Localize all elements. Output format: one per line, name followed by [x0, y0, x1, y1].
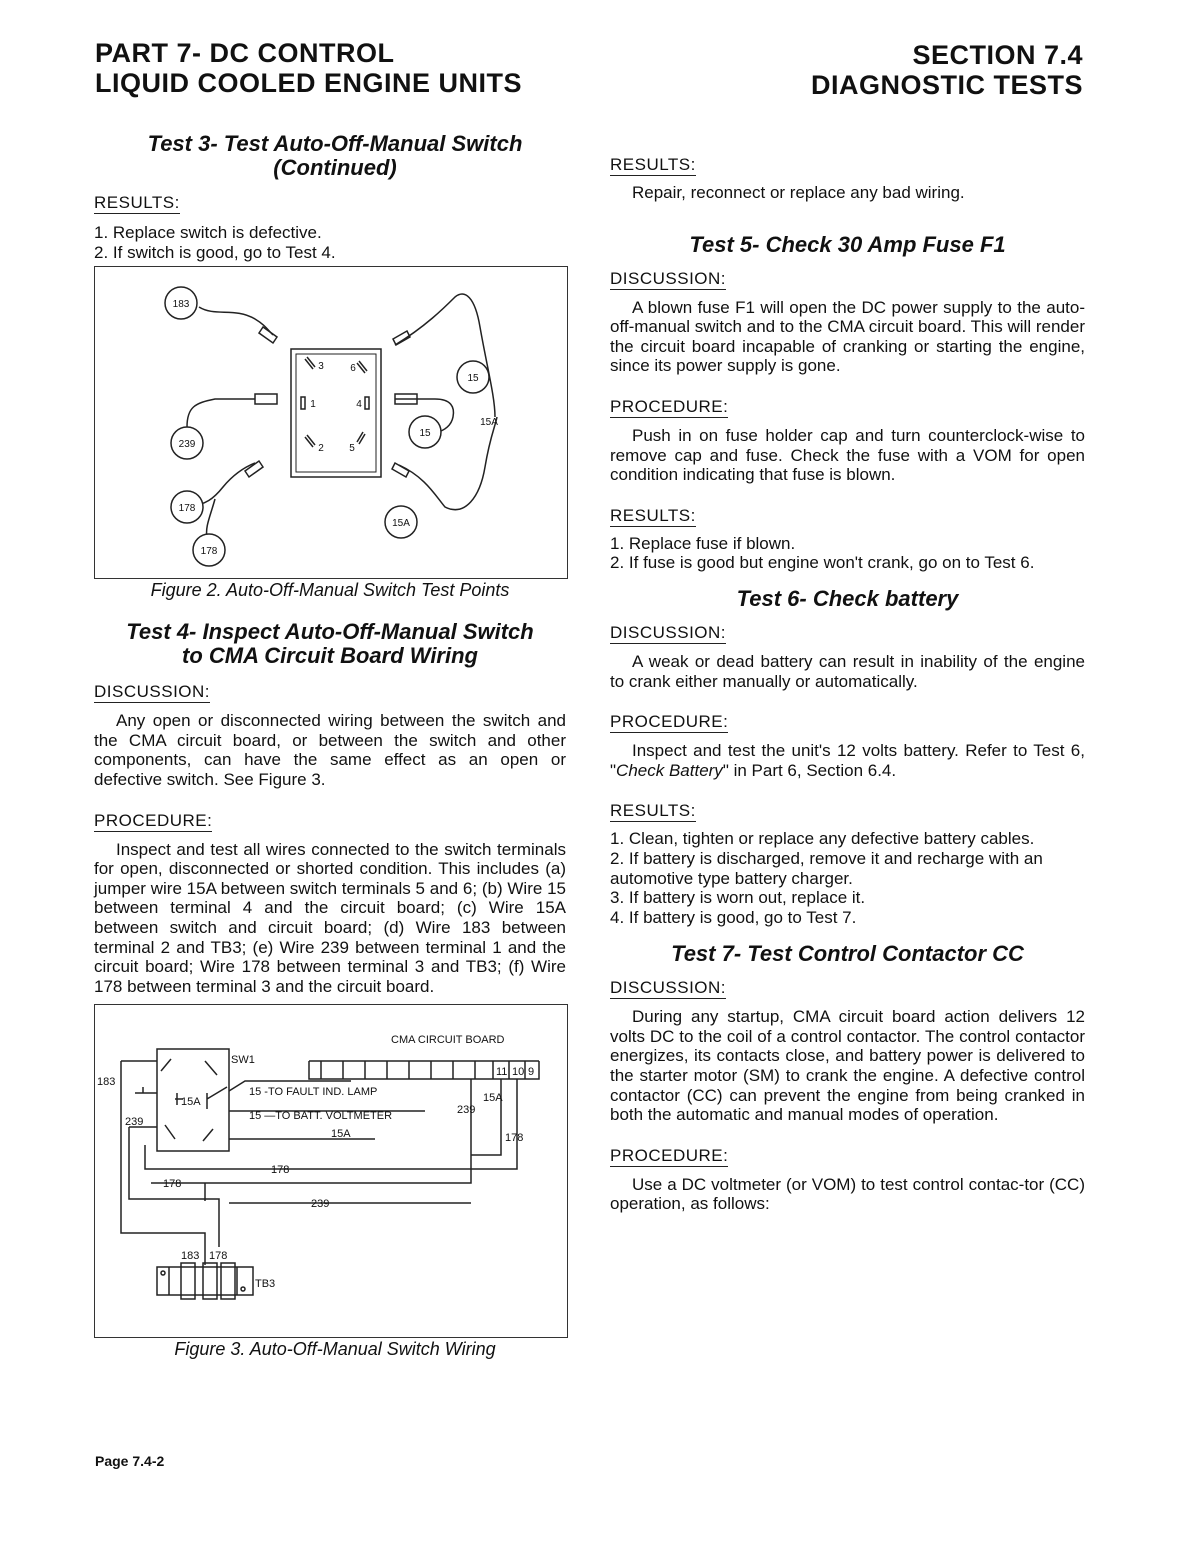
right-column	[610, 150, 1085, 1214]
wire-178-left-label: 178	[163, 1178, 182, 1191]
section-title: DIAGNOSTIC TESTS	[810, 70, 1083, 100]
results-6-item-2: 2. If battery is discharged, remove it and recharge with an automotive type battery charger.	[610, 848, 1043, 888]
figure-3-caption: Figure 3. Auto-Off-Manual Switch Wiring	[174, 1339, 496, 1360]
left-column	[94, 132, 566, 1359]
part-heading	[95, 38, 522, 98]
wire-178-mid-label: 178	[271, 1164, 290, 1177]
wire-183-label: 183	[97, 1076, 116, 1089]
wire-239-label: 239	[125, 1116, 144, 1129]
procedure-text: Inspect and test all wires connected to the switch terminals for open, disconnected or shorted condition. This includes (a) jumper wire 15A between switch terminals 5 and 6; (b) Wire 15 between terminal 4 and the circuit board; (c) Wire 15A between switch and circuit board; (d) Wire 183 between terminal 2 and TB3; (e) Wire 239 between terminal 1 and the circuit board; Wire 178 between terminal 3 and TB3; (f) Wire 178 between terminal 3 and the circuit board.	[94, 839, 566, 996]
tag-15b-text: 15	[419, 428, 431, 440]
results-label: RESULTS:	[94, 193, 180, 212]
figure-2	[94, 266, 568, 579]
section-number: SECTION 7.4	[912, 40, 1083, 70]
procedure-6-text: Inspect and test the unit's 12 volts battery. Refer to Test 6, "Check Battery" in Part 6, Section 6.4.	[610, 741, 1085, 780]
results-5-item-1: 1. Replace fuse if blown.	[610, 533, 796, 553]
test6-title: Test 6- Check battery	[736, 585, 959, 611]
terminal-3: 3	[318, 361, 324, 373]
tb-183-label: 183	[181, 1250, 200, 1263]
section-heading	[811, 40, 1083, 100]
terminal-4: 4	[356, 399, 362, 411]
procedure-5-text: Push in on fuse holder cap and turn counterclock-wise to remove cap and fuse. Check the fuse with a VOM for open condition indicating that fuse is blown.	[610, 425, 1085, 485]
wire-15A-switch-label: 15A	[181, 1096, 201, 1109]
switch-test-points-diagram	[95, 267, 567, 578]
discussion-label-7: DISCUSSION:	[610, 978, 727, 998]
wire-15A-right-label: 15A	[483, 1092, 503, 1105]
procedure-label-6: PROCEDURE:	[610, 712, 729, 732]
results-label-6: RESULTS:	[610, 801, 696, 821]
results-5-item-2: 2. If fuse is good but engine won't crank, go on to Test 6.	[610, 553, 1035, 573]
tb3-label: TB3	[255, 1278, 276, 1291]
switch-body	[291, 349, 381, 477]
results-item-2: 2. If switch is good, go to Test 4.	[94, 242, 336, 262]
discussion-7-text: During any startup, CMA circuit board action delivers 12 volts DC to the coil of a control contactor. The control contactor energizes, its contacts close, and battery power is delivered to the starter motor (SM) to crank the engine. A defective control contactor (CC) can prevent the engine from being cranked in both the automatic and manual modes of operation.	[610, 1007, 1085, 1125]
discussion-5-text: A blown fuse F1 will open the DC power supply to the auto-off-manual switch and to the CMA circuit board. This will render the circuit board incapable of cranking or starting the engine, since its power supply is gone.	[610, 297, 1085, 376]
switch-wiring-diagram	[95, 1005, 567, 1337]
discussion-text: Any open or disconnected wiring between the switch and the CMA circuit board, or between the switch and other components, can have the same effect as an open or defective switch. See Figure 3.	[94, 711, 566, 789]
results-6-item-3: 3. If battery is worn out, replace it.	[610, 888, 866, 908]
pin-11: 11	[496, 1066, 508, 1079]
terminal-6: 6	[350, 363, 356, 375]
part-subtitle: LIQUID COOLED ENGINE UNITS	[95, 68, 523, 98]
wire-239-right-label: 239	[457, 1104, 476, 1117]
pin-10: 10	[512, 1066, 525, 1079]
test4-title: Test 4- Inspect Auto-Off-Manual Switch to CMA Circuit Board Wiring	[126, 619, 534, 669]
tag-15a-text: 15	[467, 373, 479, 385]
tb-178-label: 178	[209, 1250, 228, 1263]
procedure-label-5: PROCEDURE:	[610, 396, 729, 416]
results-label-5: RESULTS:	[610, 505, 696, 525]
terminal-2: 2	[318, 443, 324, 455]
wire-label-15A: 15A	[480, 417, 498, 429]
figure-2-caption: Figure 2. Auto-Off-Manual Switch Test Points	[150, 580, 510, 601]
page-number: Page 7.4-2	[95, 1453, 165, 1469]
tag-178b-text: 178	[200, 546, 218, 558]
discussion-label-6: DISCUSSION:	[610, 622, 727, 642]
discussion-label: DISCUSSION:	[94, 682, 211, 702]
procedure-label-7: PROCEDURE:	[610, 1145, 729, 1165]
results-label-a: RESULTS:	[610, 155, 696, 174]
batt-voltmeter-label: 15 —TO BATT. VOLTMETER	[249, 1110, 393, 1123]
wire-239-bottom-label: 239	[311, 1198, 330, 1211]
pin-9: 9	[528, 1066, 535, 1079]
terminal-5: 5	[349, 443, 355, 455]
results-item-1: 1. Replace switch is defective.	[94, 223, 322, 242]
fault-lamp-label: 15 -TO FAULT IND. LAMP	[249, 1086, 378, 1099]
test7-title: Test 7- Test Control Contactor CC	[671, 941, 1024, 967]
discussion-6-text: A weak or dead battery can result in inability of the engine to crank either manually or automatically.	[610, 651, 1085, 691]
board-label: CMA CIRCUIT BOARD	[391, 1034, 505, 1047]
tag-183-text: 183	[172, 299, 190, 311]
sw1-label: SW1	[231, 1054, 255, 1067]
discussion-label-5: DISCUSSION:	[610, 268, 727, 288]
wire-178-right-label: 178	[505, 1132, 524, 1145]
terminal-1: 1	[310, 399, 316, 411]
tag-178a-text: 178	[178, 503, 196, 515]
results-6-item-4: 4. If battery is good, go to Test 7.	[610, 907, 857, 927]
procedure-label: PROCEDURE:	[94, 810, 213, 830]
test3-title: Test 3- Test Auto-Off-Manual Switch (Continued)	[147, 131, 523, 180]
wire-15A-mid-label: 15A	[331, 1128, 351, 1141]
figure-3	[94, 1004, 568, 1338]
results-a-text: Repair, reconnect or replace any bad wiring.	[632, 183, 965, 202]
procedure-7-text: Use a DC voltmeter (or VOM) to test control contac-tor (CC) operation, as follows:	[610, 1174, 1085, 1214]
tag-15A-text: 15A	[392, 518, 410, 530]
results-6-item-1: 1. Clean, tighten or replace any defective battery cables.	[610, 829, 1035, 849]
part-title: PART 7- DC CONTROL	[95, 38, 395, 68]
test5-title: Test 5- Check 30 Amp Fuse F1	[689, 231, 1006, 257]
tag-239-text: 239	[178, 439, 196, 451]
